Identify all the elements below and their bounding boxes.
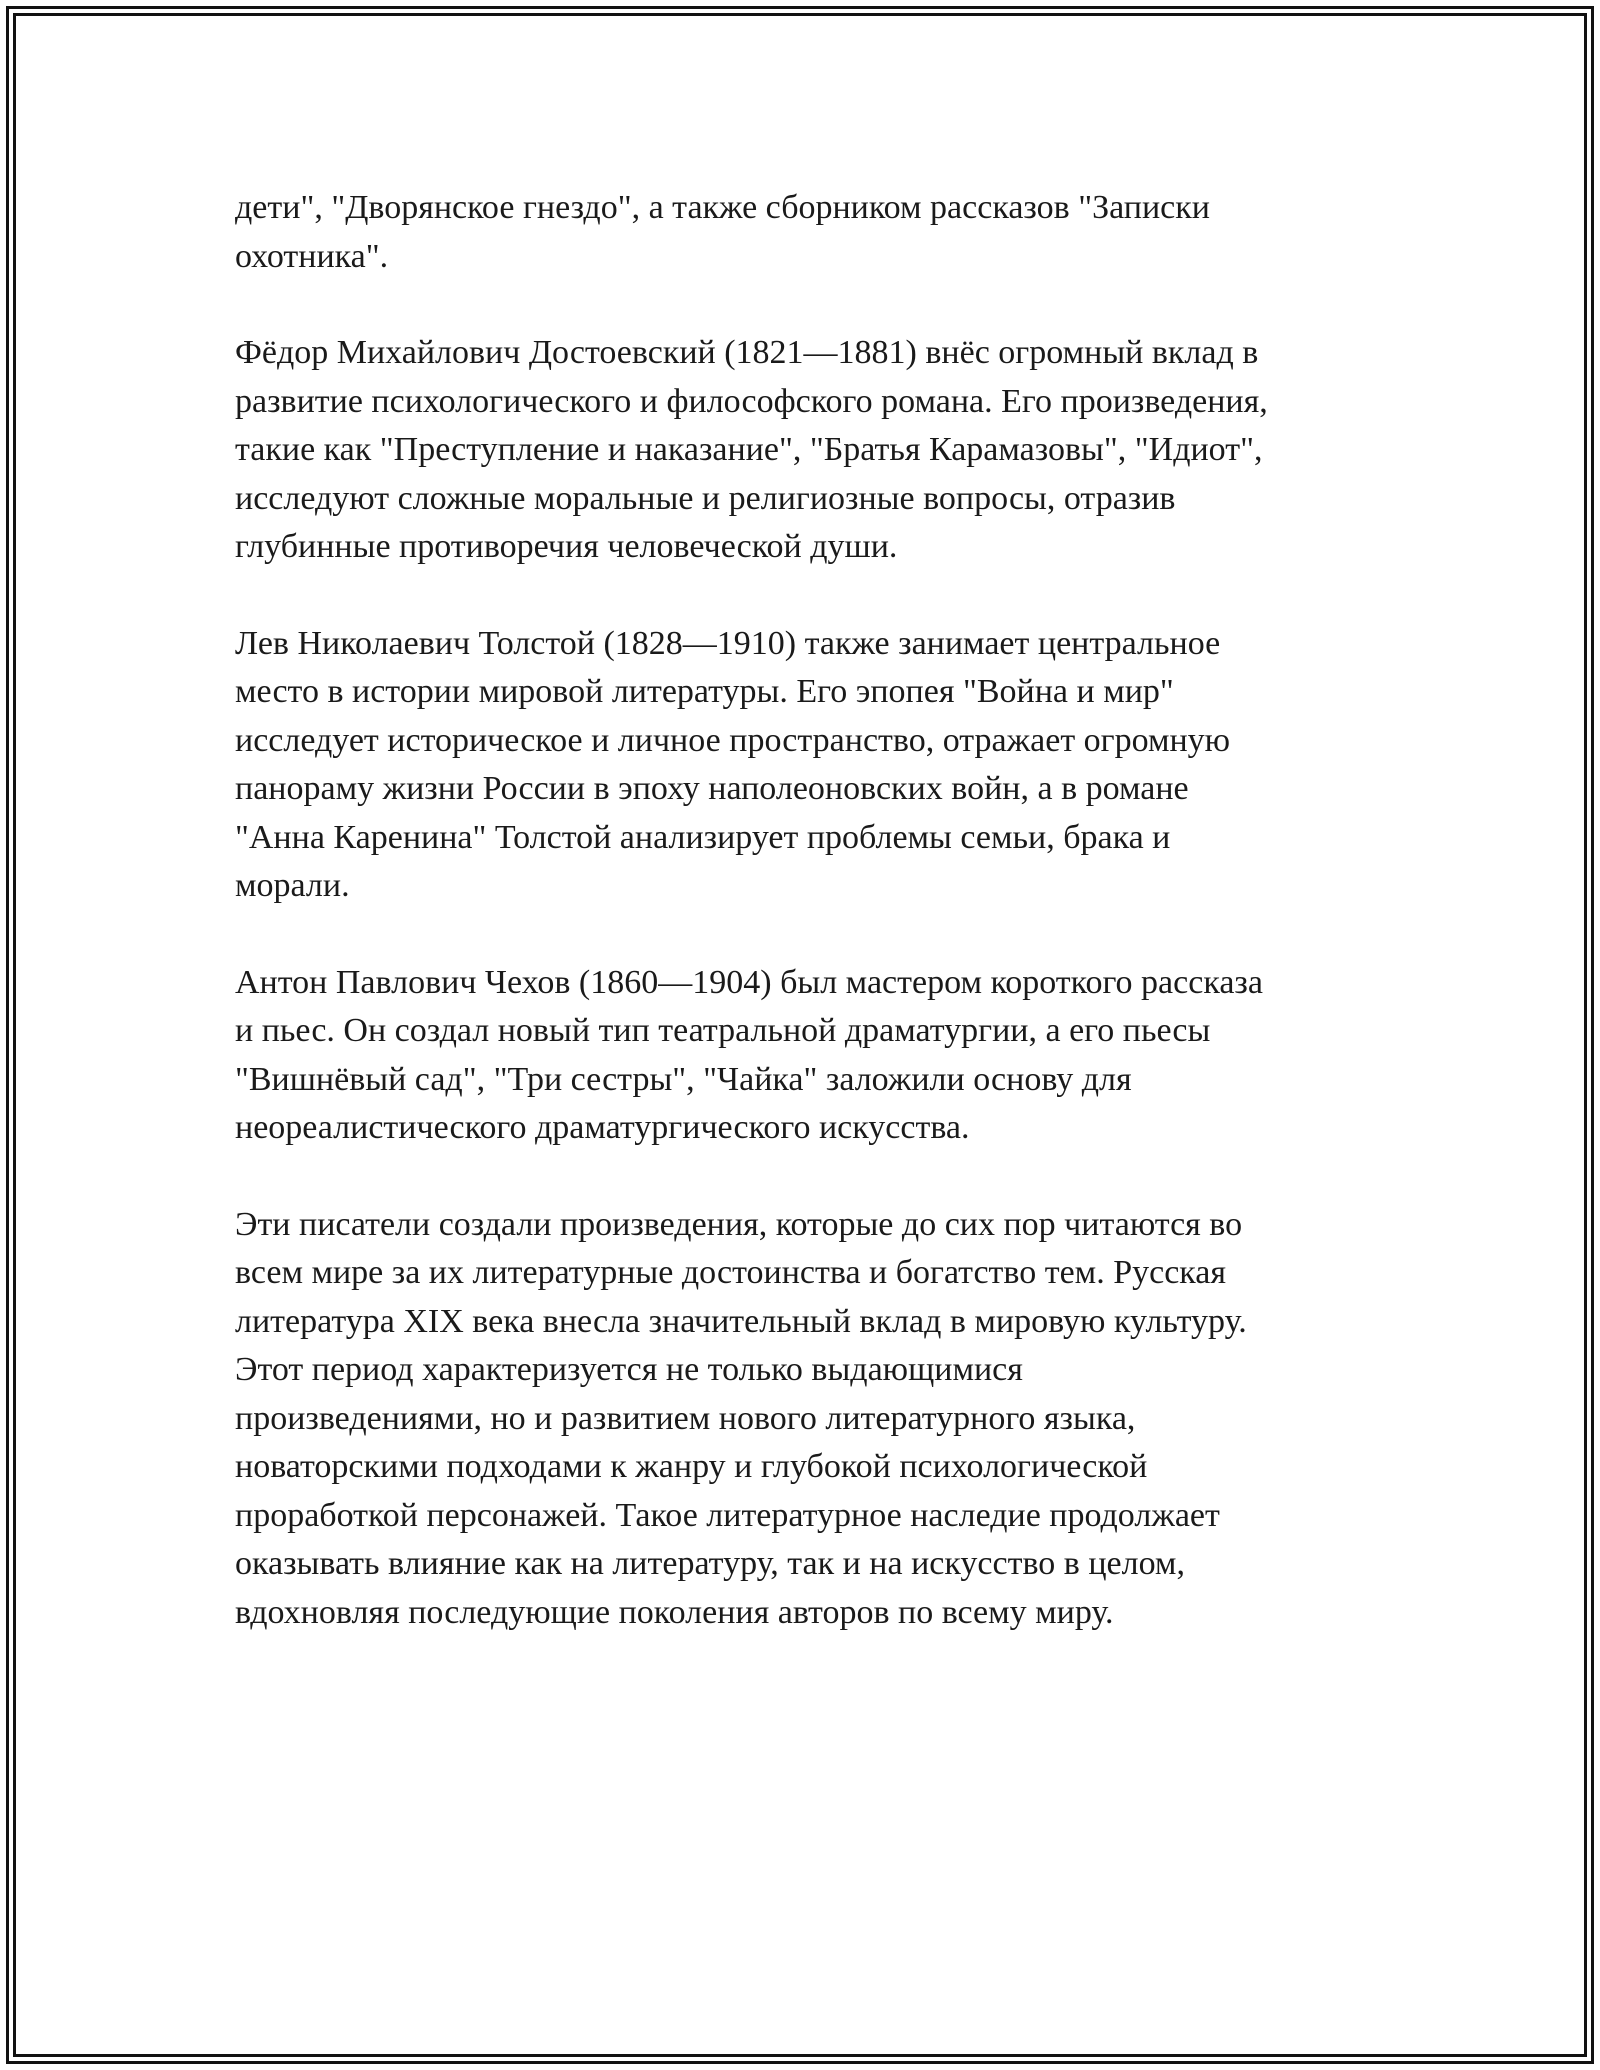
paragraph-turgenev-continuation xyxy=(235,184,1395,281)
text-line: место в истории мировой литературы. Его эпопея "Война и мир" xyxy=(235,673,1174,710)
paragraph-conclusion xyxy=(235,1201,1395,1638)
text-line: панораму жизни России в эпоху наполеоновских войн, а в романе xyxy=(235,770,1189,807)
text-line: оказывать влияние как на литературу, так и на искусство в целом, xyxy=(235,1545,1185,1582)
text-line: дети", "Дворянское гнездо", а также сборником рассказов "Записки xyxy=(235,189,1210,226)
text-line: охотника". xyxy=(235,237,389,275)
text-line: Лев Николаевич Толстой (1828—1910) также занимает центральное xyxy=(235,624,1221,662)
text-line: развитие психологического и философского романа. Его произведения, xyxy=(235,382,1268,420)
text-line: литература XIX века внесла значительный вклад в мировую культуру. xyxy=(235,1302,1247,1340)
text-line: "Вишнёвый сад", "Три сестры", "Чайка" заложили основу для xyxy=(235,1060,1132,1098)
text-line: "Анна Каренина" Толстой анализирует проблемы семьи, брака и xyxy=(235,818,1171,856)
text-line: произведениями, но и развитием нового литературного языка, xyxy=(235,1399,1136,1437)
text-line: Фёдор Михайлович Достоевский (1821—1881) внёс огромный вклад в xyxy=(235,334,1259,371)
document-body xyxy=(235,184,1395,1685)
text-line: проработкой персонажей. Такое литературное наследие продолжает xyxy=(235,1496,1220,1534)
text-line: исследует историческое и личное пространство, отражает огромную xyxy=(235,721,1231,759)
text-line: и пьес. Он создал новый тип театральной драматургии, а его пьесы xyxy=(235,1012,1211,1049)
text-line: такие как "Преступление и наказание", "Братья Карамазовы", "Идиот", xyxy=(235,431,1263,468)
text-line: глубинные противоречия человеческой души. xyxy=(235,528,898,565)
paragraph-chekhov xyxy=(235,959,1395,1153)
text-line: вдохновляя последующие поколения авторов по всему миру. xyxy=(235,1593,1114,1631)
text-line: морали. xyxy=(235,867,350,904)
paragraph-dostoevsky xyxy=(235,329,1395,572)
text-line: Эти писатели создали произведения, которые до сих пор читаются во xyxy=(235,1205,1243,1243)
text-line: исследуют сложные моральные и религиозные вопросы, отразив xyxy=(235,479,1176,517)
text-line: всем мире за их литературные достоинства и богатство тем. Русская xyxy=(235,1254,1227,1291)
text-line: новаторскими подходами к жанру и глубокой психологической xyxy=(235,1448,1148,1485)
text-line: неореалистического драматургического искусства. xyxy=(235,1109,970,1146)
text-line: Этот период характеризуется не только выдающимися xyxy=(235,1351,1023,1388)
paragraph-tolstoy xyxy=(235,620,1395,911)
text-line: Антон Павлович Чехов (1860—1904) был мастером короткого рассказа xyxy=(235,963,1263,1001)
